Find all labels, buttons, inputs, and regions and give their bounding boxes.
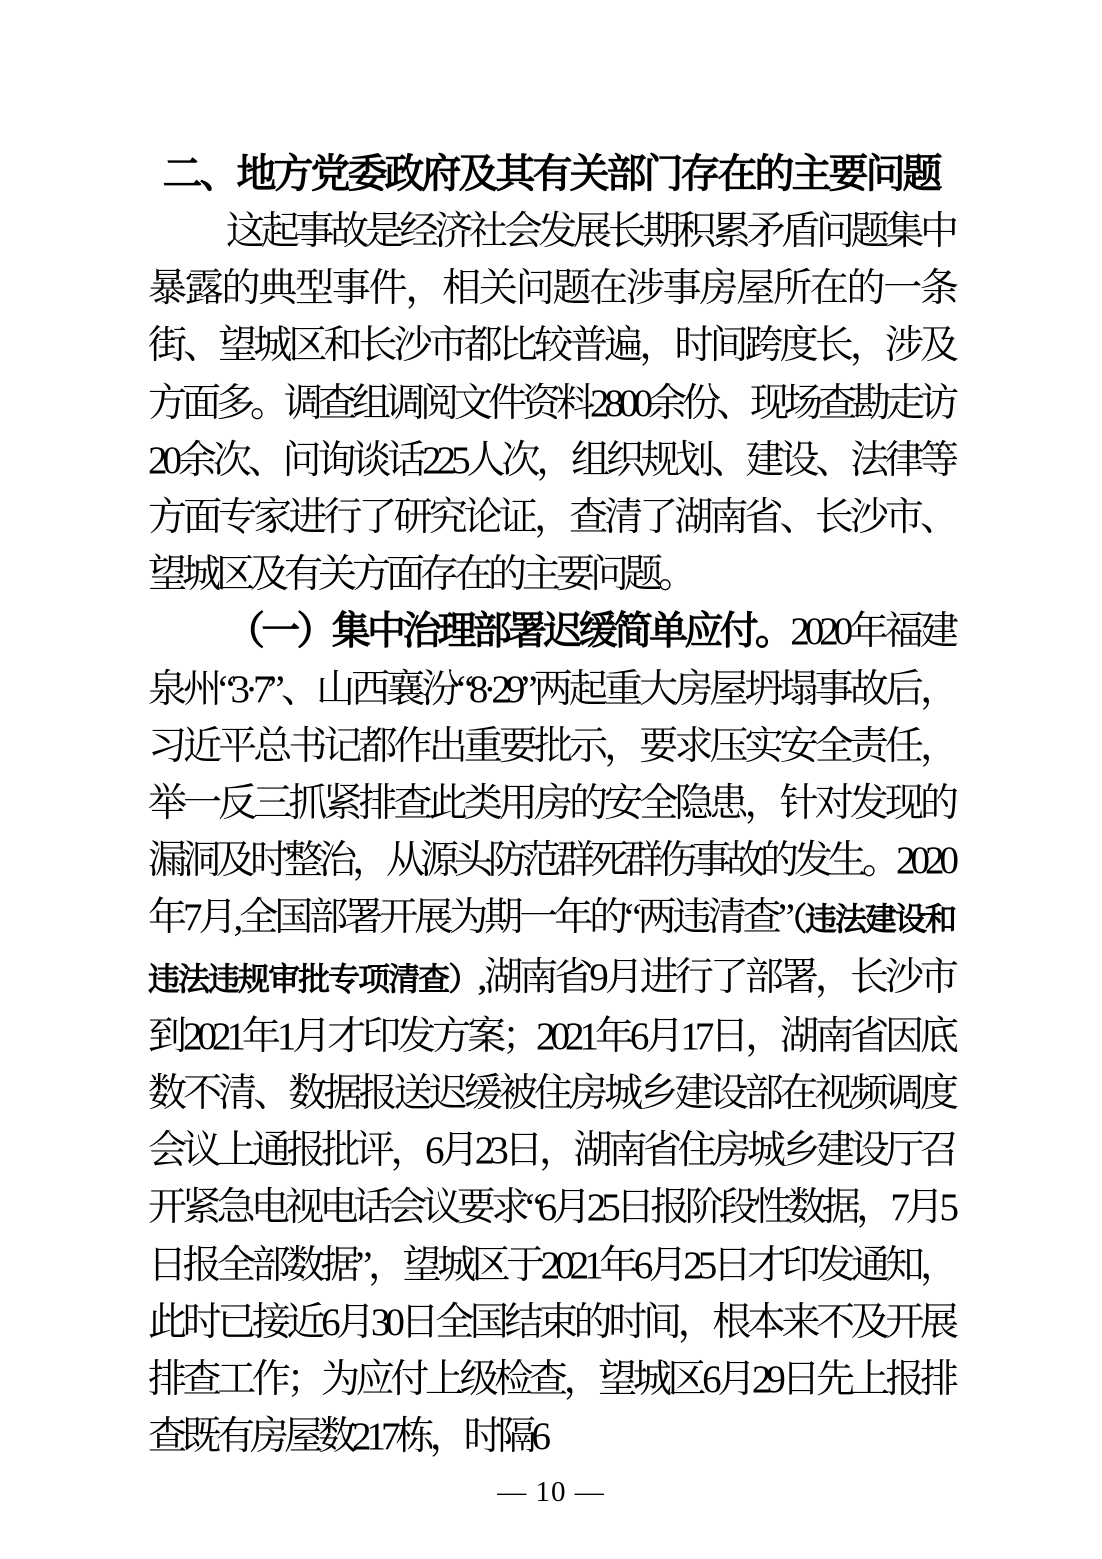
page-number: — 10 — [497,1476,605,1508]
paragraph-item-one [148,603,954,1465]
paragraph-text: 湖南省9月进行了部署，长沙市到2021年1月才印发方案；2021年6月17日，湖南省因底数不清、数据报送迟缓被住房城乡建设部在视频调度会议上通报批评，6月23日，湖南省住房城乡建设厅召开紧急电视电话会议要求“6月25日报阶段性数据，7月5日报全部数据”，望城区于2021年6月25日才印发通知，此时已接近6月30日全国结束的时间，根本来不及开展排查工作；为应付上级检查，望城区6月29日先上报排查既有房屋数217栋，时隔6 [148,955,954,1459]
paragraph-intro [148,203,954,603]
inline-parenthetical-note: （违法建设和违法违规审批专项清查）, [148,901,954,997]
paragraph-text: 这起事故是经济社会发展长期积累矛盾问题集中暴露的典型事件，相关问题在涉事房屋所在的一条街、望城区和长沙市都比较普遍，时间跨度长，涉及方面多。调查组调阅文件资料2800余份、现场查勘走访20余次、问询谈话225人次，组织规划、建设、法律等方面专家进行了研究论证，查清了湖南省、长沙市、望城区及有关方面存在的主要问题。 [148,210,955,597]
paragraph-text: 2020年福建泉州“3·7”、山西襄汾“8·29”两起重大房屋坍塌事故后，习近平总书记都作出重要批示，要求压实安全责任，举一反三抓紧排查此类用房的安全隐患，针对发现的漏洞及时整治，从源头防范群死群伤事故的发生。2020年7月,全国部署开展为期一年的“两违清查” [148,610,955,940]
section-heading: 二、地方党委政府及其有关部门存在的主要问题 [162,152,940,196]
paragraph-lead-bold: （一）集中治理部署迟缓简单应付。 [226,610,791,654]
